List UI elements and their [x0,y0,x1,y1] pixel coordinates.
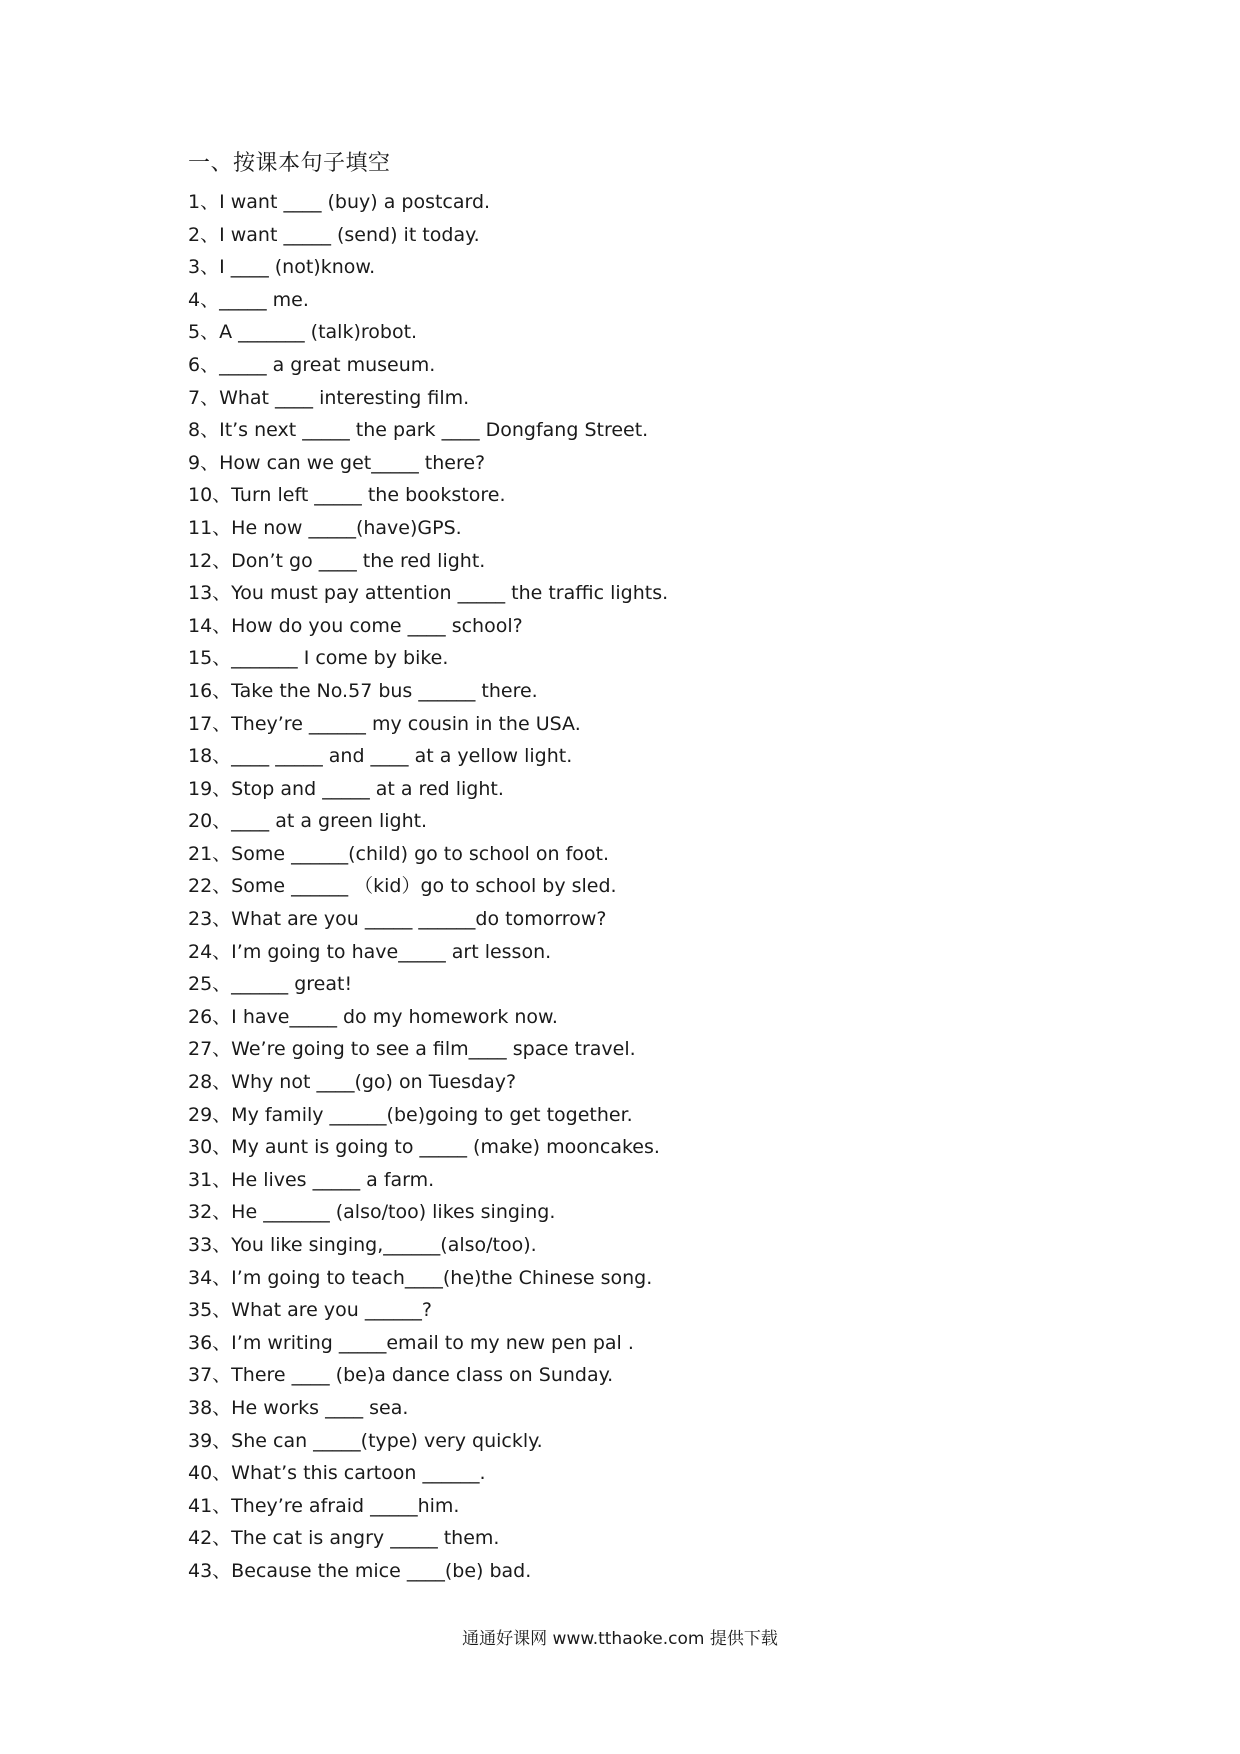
exercise-item: 21、Some ______(child) go to school on foot. [188,842,609,865]
section-title: 一、按课本句子填空 [188,151,391,176]
exercise-item: 15、_______ I come by bike. [188,647,449,670]
exercise-item: 22、Some ______ （kid）go to school by sled. [188,875,617,898]
exercise-item: 37、There ____ (be)a dance class on Sunday. [188,1364,614,1387]
exercise-item: 6、_____ a great museum. [188,353,436,376]
exercise-item: 38、He works ____ sea. [188,1396,409,1419]
exercise-item: 24、I’m going to have_____ art lesson. [188,940,552,963]
exercise-item: 42、The cat is angry _____ them. [188,1527,500,1550]
exercise-item: 30、My aunt is going to _____ (make) mooncakes. [188,1136,660,1159]
exercise-item: 16、Take the No.57 bus ______ there. [188,679,538,702]
exercise-item: 39、She can _____(type) very quickly. [188,1429,543,1452]
exercise-item: 27、We’re going to see a film____ space travel. [188,1038,636,1061]
exercise-item: 4、_____ me. [188,288,309,311]
exercise-item: 33、You like singing,______(also/too). [188,1234,537,1256]
exercise-item: 11、He now _____(have)GPS. [188,516,462,539]
exercise-item: 29、My family ______(be)going to get together. [188,1103,633,1126]
exercise-item: 32、He _______ (also/too) likes singing. [188,1201,556,1224]
exercise-item: 25、______ great! [188,973,353,996]
exercise-item: 31、He lives _____ a farm. [188,1168,435,1191]
exercise-item: 35、What are you ______? [188,1299,432,1322]
exercise-item: 43、Because the mice ____(be) bad. [188,1559,532,1582]
exercise-item: 8、It’s next _____ the park ____ Dongfang Street. [188,419,649,442]
exercise-item: 14、How do you come ____ school? [188,614,523,637]
exercise-item: 23、What are you _____ ______do tomorrow? [188,908,607,931]
exercise-item: 12、Don’t go ____ the red light. [188,549,486,572]
exercise-list [188,186,668,1588]
exercise-item: 13、You must pay attention _____ the traffic lights. [188,582,669,605]
exercise-item: 10、Turn left _____ the bookstore. [188,484,506,507]
page-footer: 通通好课网 www.tthaoke.com 提供下载 [462,1629,778,1649]
exercise-item: 9、How can we get_____ there? [188,451,486,474]
exercise-item: 7、What ____ interesting film. [188,386,470,409]
exercise-item: 17、They’re ______ my cousin in the USA. [188,712,581,735]
exercise-item: 3、I ____ (not)know. [188,256,376,279]
exercise-item: 19、Stop and _____ at a red light. [188,777,504,800]
exercise-item: 20、____ at a green light. [188,810,428,833]
exercise-item: 28、Why not ____(go) on Tuesday? [188,1071,517,1094]
exercise-item: 18、____ _____ and ____ at a yellow light. [188,745,573,768]
exercise-item: 2、I want _____ (send) it today. [188,223,480,246]
exercise-item: 5、A _______ (talk)robot. [188,321,418,344]
exercise-item: 1、I want ____ (buy) a postcard. [188,191,491,213]
exercise-item: 40、What’s this cartoon ______. [188,1462,486,1485]
exercise-item: 26、I have_____ do my homework now. [188,1005,558,1028]
exercise-item: 41、They’re afraid _____him. [188,1494,460,1517]
exercise-item: 34、I’m going to teach____(he)the Chinese song. [188,1266,653,1289]
exercise-item: 36、I’m writing _____email to my new pen pal . [188,1331,634,1354]
